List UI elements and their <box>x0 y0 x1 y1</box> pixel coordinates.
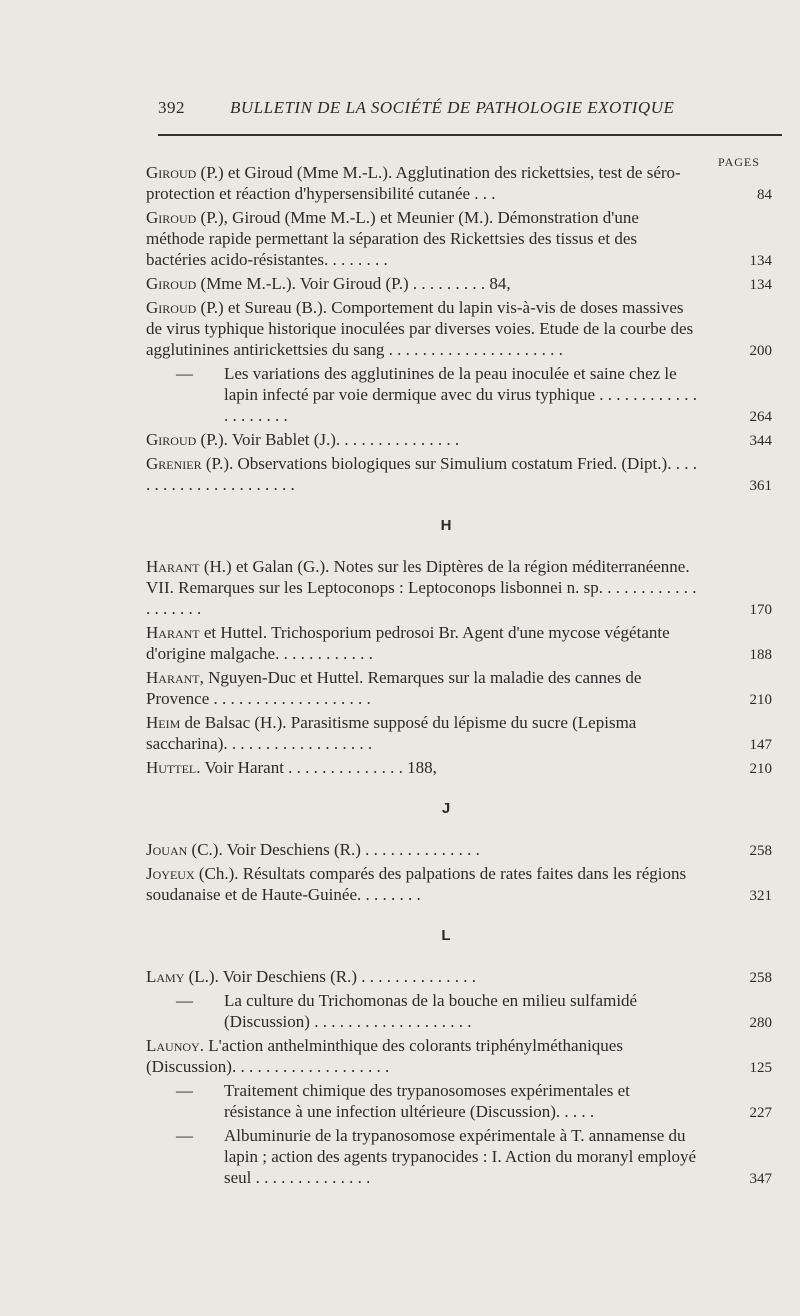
page-reference: 134 <box>749 253 772 269</box>
page-reference: 210 <box>749 761 772 777</box>
author-name: Giroud <box>146 163 197 182</box>
index-entry <box>146 757 786 778</box>
index-entry <box>146 453 786 495</box>
index-entry <box>146 207 786 270</box>
entry-text: (L.). Voir Deschiens (R.) . . . . . . . . . . . . . . <box>184 967 477 986</box>
page-reference: 227 <box>749 1105 772 1121</box>
ditto-dash: — <box>176 991 193 1010</box>
page-reference: 170 <box>749 602 772 618</box>
entry-text: (P.). Observations biologiques sur Simulium costatum Fried. (Dipt.). . . . . . . . . . . . . . . . . . . . . . <box>146 454 697 494</box>
author-name: Harant <box>146 623 200 642</box>
section-letter: J <box>441 800 451 817</box>
entry-text: (P.) et Giroud (Mme M.-L.). Agglutination des rickettsies, test de séro-protection et réaction d'hypersensibilité cutanée . . . <box>146 163 681 203</box>
entry-text: , Nguyen-Duc et Huttel. Remarques sur la maladie des cannes de Provence . . . . . . . . . . . . . . . . . . . <box>146 668 642 708</box>
entry-text: (Mme M.-L.). Voir Giroud (P.) . . . . . . . . . 84, <box>196 274 511 293</box>
index-entry <box>146 990 786 1032</box>
entry-text: (P.), Giroud (Mme M.-L.) et Meunier (M.). Démonstration d'une méthode rapide permettant la séparation des Rickettsies des tissus et des bactéries acido-résistantes. . . . . . . . <box>146 208 639 269</box>
page-reference: 344 <box>749 433 772 449</box>
entry-text: et Huttel. Trichosporium pedrosoi Br. Agent d'une mycose végétante d'origine malgache. . . . . . . . . . . . <box>146 623 670 663</box>
author-name: Heim <box>146 713 181 732</box>
index-entry <box>146 667 786 709</box>
index-entry <box>146 429 786 450</box>
page-reference: 264 <box>749 409 772 425</box>
ditto-dash: — <box>176 1081 193 1100</box>
index-entry <box>146 966 786 987</box>
index-entry <box>146 1125 786 1188</box>
entry-text: La culture du Trichomonas de la bouche en milieu sulfamidé (Discussion) . . . . . . . . . . . . . . . . . . . <box>224 991 638 1031</box>
entry-text: (Ch.). Résultats comparés des palpations de rates faites dans les régions soudanaise et de Haute-Guinée. . . . . . . . <box>146 864 687 904</box>
author-name: Launoy <box>146 1036 200 1055</box>
index-entry <box>146 839 786 860</box>
entry-text: (C.). Voir Deschiens (R.) . . . . . . . . . . . . . . <box>187 840 480 859</box>
entry-text: Albuminurie de la trypanosomose expérimentale à T. annamense du lapin ; action des agents trypanocides : I. Action du moranyl employé seul . . . . . . . . . . . . . . <box>224 1126 697 1187</box>
page-reference: 258 <box>749 970 772 986</box>
author-name: Giroud <box>146 298 197 317</box>
index-entry <box>146 863 786 905</box>
entry-text: de Balsac (H.). Parasitisme supposé du lépisme du sucre (Lepisma saccharina). . . . . . . . . . . . . . . . . . <box>146 713 637 753</box>
index-entry <box>146 162 786 204</box>
index-entry <box>146 297 786 360</box>
author-name: Huttel <box>146 758 197 777</box>
entry-text: (P.) et Sureau (B.). Comportement du lapin vis-à-vis de doses massives de virus typhique historique inoculées par diverses voies. Etude de la courbe des agglutinines antirickettsies du sang . . . . . . . . . . . . . . . . . . . . . <box>146 298 694 359</box>
entry-text: Les variations des agglutinines de la peau inoculée et saine chez le lapin infecté par voie dermique avec du virus typhique . . . . . . . . . . . . . . . . . . . . <box>224 364 698 425</box>
index-entry <box>146 622 786 664</box>
page-reference: 258 <box>749 843 772 859</box>
page-reference: 188 <box>749 647 772 663</box>
pages-column-label: PAGES <box>718 155 760 169</box>
section-letter: H <box>440 517 452 534</box>
index-entry <box>146 712 786 754</box>
page-reference: 84 <box>757 187 772 203</box>
page-reference: 125 <box>749 1060 772 1076</box>
index-entry <box>146 1035 786 1077</box>
author-name: Giroud <box>146 208 197 227</box>
author-name: Giroud <box>146 430 197 449</box>
page-reference: 347 <box>749 1171 772 1187</box>
ditto-dash: — <box>176 364 193 383</box>
entry-text: . L'action anthelminthique des colorants triphénylméthaniques (Discussion). . . . . . . . . . . . . . . . . . . <box>146 1036 623 1076</box>
index-entry <box>146 273 786 294</box>
page-reference: 361 <box>749 478 772 494</box>
index-entries <box>146 162 786 1191</box>
header-rule <box>158 134 782 136</box>
entry-text: . Voir Harant . . . . . . . . . . . . . . 188, <box>196 758 437 777</box>
page-reference: 280 <box>749 1015 772 1031</box>
index-entry <box>146 556 786 619</box>
entry-text: (H.) et Galan (G.). Notes sur les Diptères de la région méditerranéenne. VII. Remarques sur les Leptoconops : Leptoconops lisbonnei n. sp. . . . . . . . . . . . . . . . . . . <box>146 557 697 618</box>
page-reference: 210 <box>749 692 772 708</box>
author-name: Lamy <box>146 967 185 986</box>
page-number: 392 <box>158 98 185 117</box>
page-reference: 134 <box>749 277 772 293</box>
author-name: Jouan <box>146 840 188 859</box>
page-reference: 321 <box>749 888 772 904</box>
index-entry <box>146 363 786 426</box>
journal-title: BULLETIN DE LA SOCIÉTÉ DE PATHOLOGIE EXOTIQUE <box>230 98 675 117</box>
entry-text: (P.). Voir Bablet (J.). . . . . . . . . . . . . . . <box>196 430 460 449</box>
page-reference: 147 <box>749 737 772 753</box>
section-letter: L <box>441 927 451 944</box>
page-reference: 200 <box>749 343 772 359</box>
entry-text: Traitement chimique des trypanosomoses expérimentales et résistance à une infection ultérieure (Discussion). . . . . <box>224 1081 630 1121</box>
author-name: Giroud <box>146 274 197 293</box>
author-name: Harant <box>146 668 200 687</box>
ditto-dash: — <box>176 1126 193 1145</box>
author-name: Joyeux <box>146 864 195 883</box>
author-name: Harant <box>146 557 200 576</box>
index-entry <box>146 1080 786 1122</box>
author-name: Grenier <box>146 454 202 473</box>
